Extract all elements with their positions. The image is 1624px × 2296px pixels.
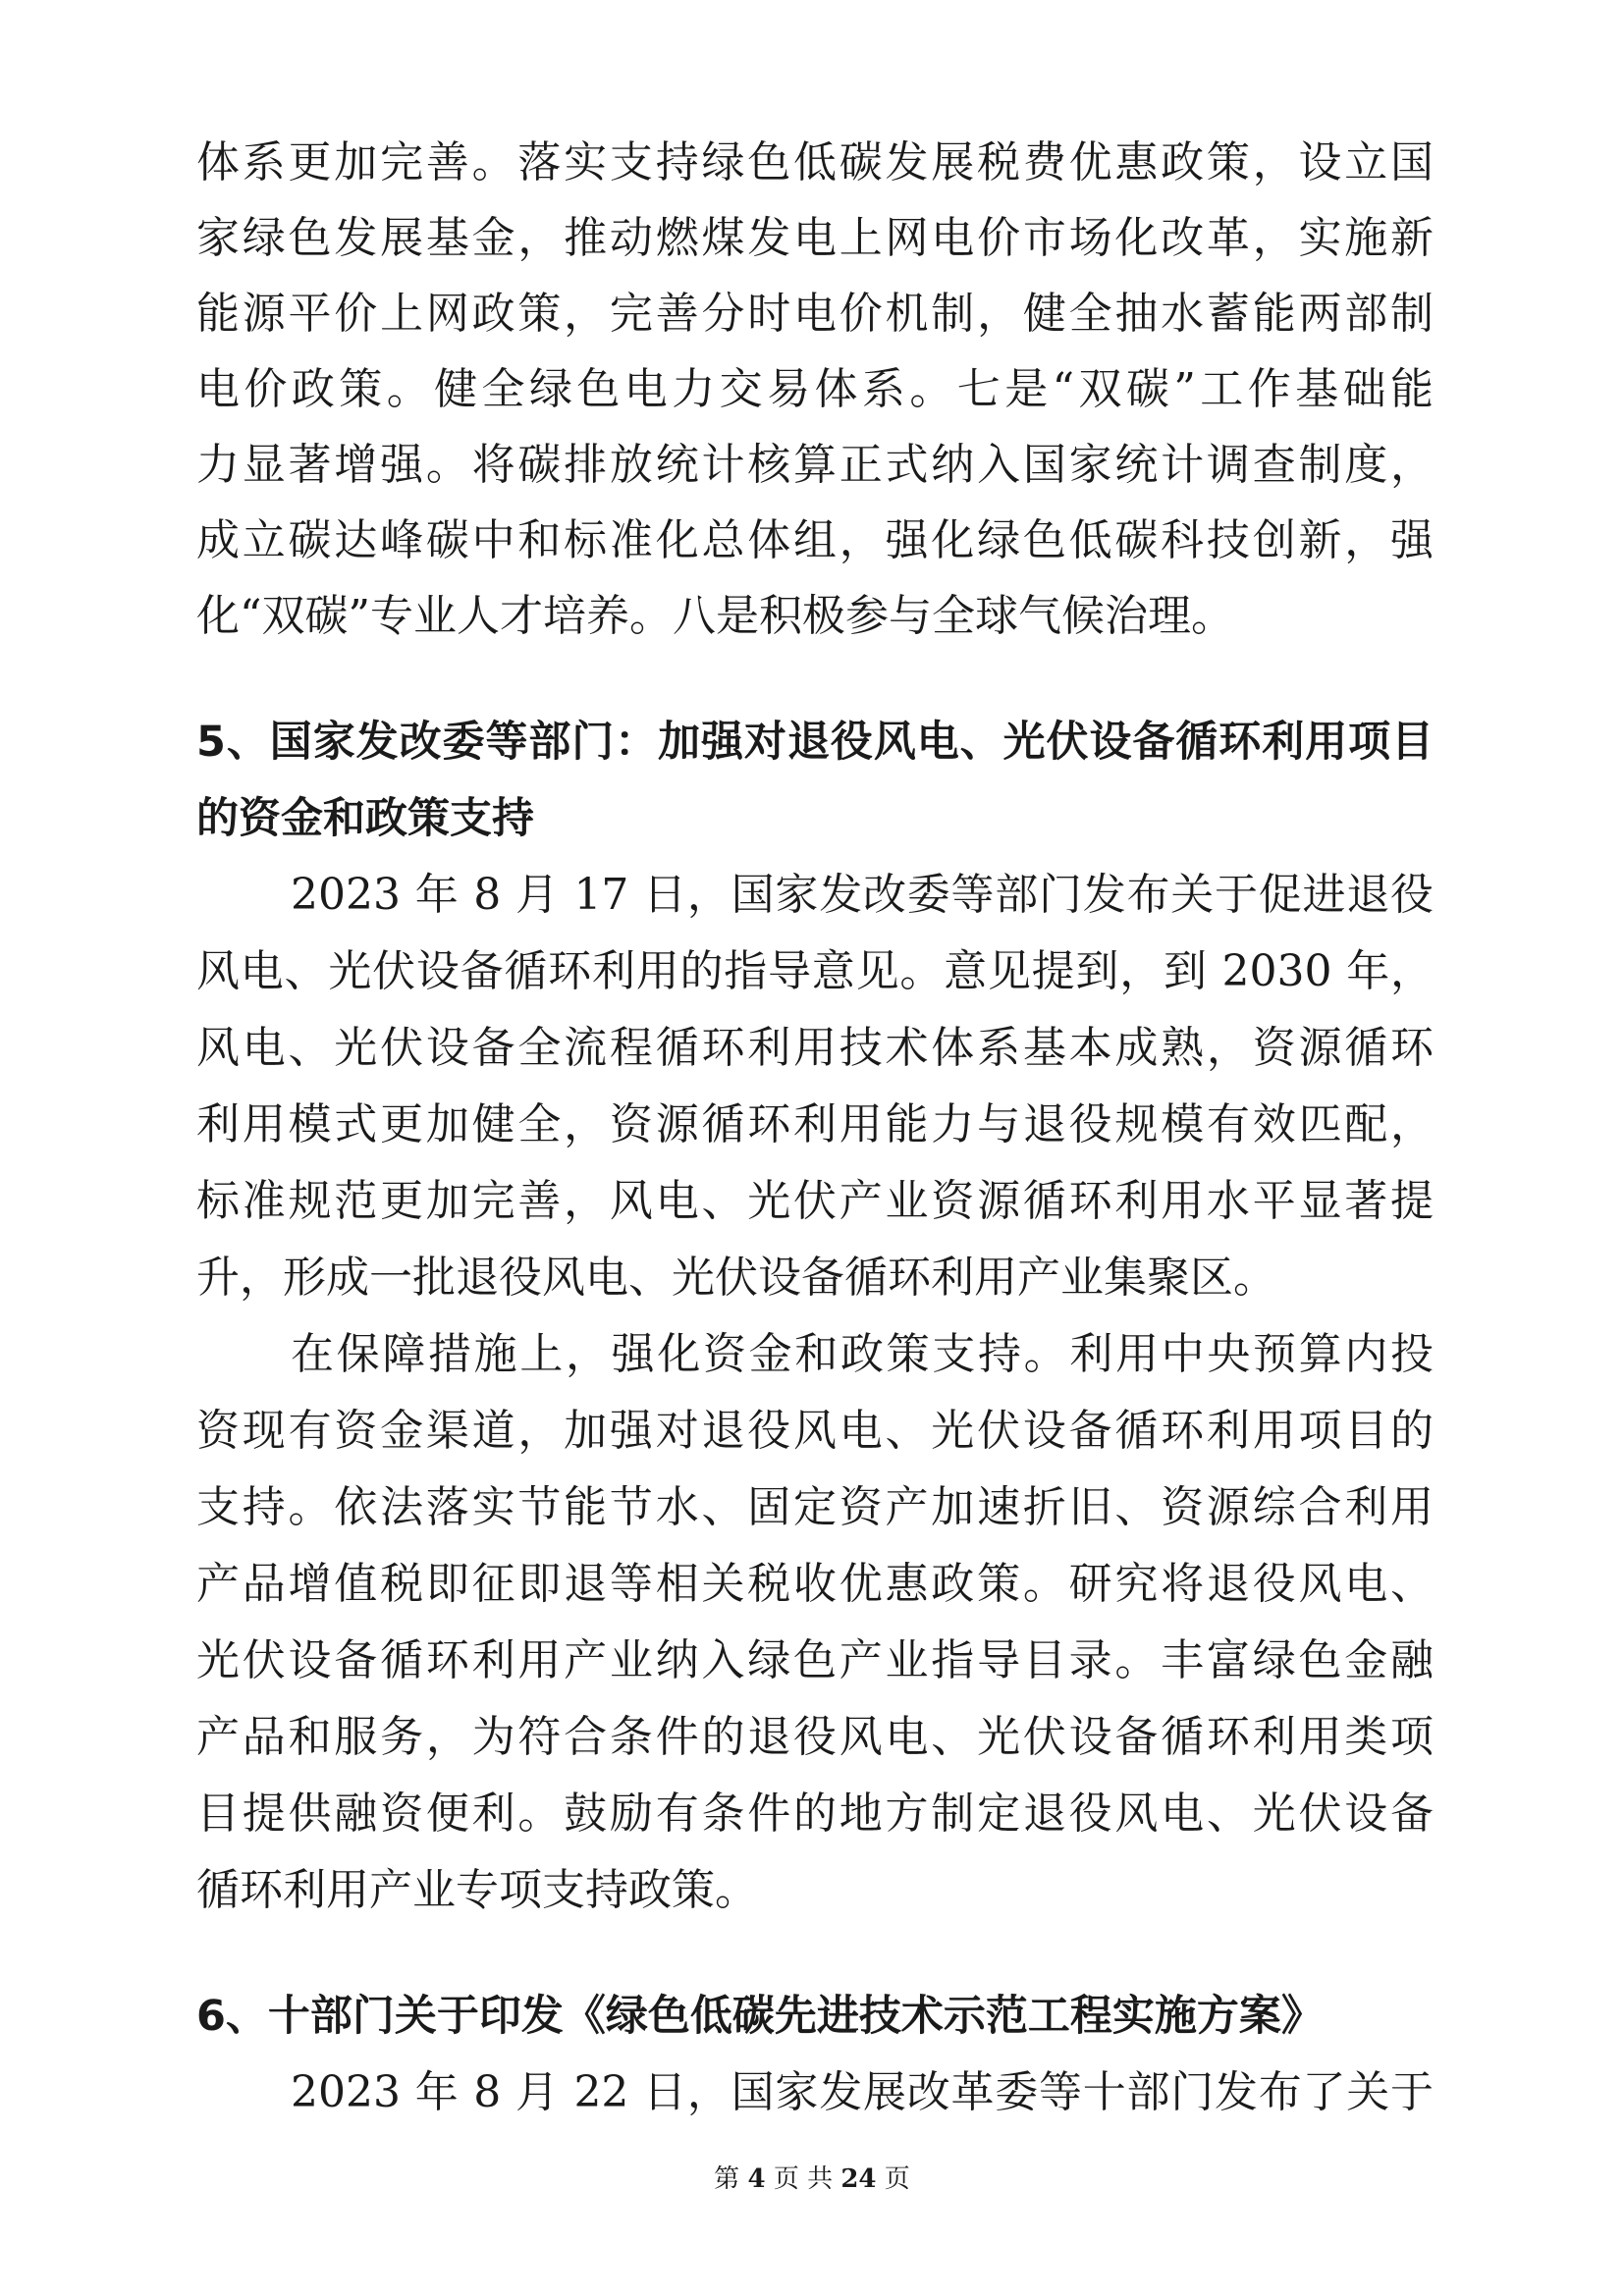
para3-line-4: 产品增值税即征即退等相关税收优惠政策。研究将退役风电、: [196, 1559, 1434, 1609]
section-heading-6: 6、十部门关于印发《绿色低碳先进技术示范工程实施方案》: [196, 1992, 1324, 2041]
para1-line-7: 化“双碳”专业人才培养。八是积极参与全球气候治理。: [196, 591, 1234, 641]
para3-line-6: 产品和服务，为符合条件的退役风电、光伏设备循环利用类项: [196, 1712, 1434, 1762]
section-heading-5-line-1: 5、国家发改委等部门：加强对退役风电、光伏设备循环利用项目: [196, 718, 1434, 767]
para3-line-8: 循环利用产业专项支持政策。: [196, 1865, 758, 1915]
para2-line-2: 风电、光伏设备循环利用的指导意见。意见提到，到 2030 年，: [196, 946, 1434, 996]
footer-middle: 页 共: [773, 2164, 834, 2194]
para1-line-3: 能源平价上网政策，完善分时电价机制，健全抽水蓄能两部制: [196, 289, 1434, 339]
para3-line-1: 在保障措施上，强化资金和政策支持。利用中央预算内投: [291, 1329, 1434, 1379]
section-heading-5-line-2: 的资金和政策支持: [196, 794, 534, 843]
para3-line-3: 支持。依法落实节能节水、固定资产加速折旧、资源综合利用: [196, 1482, 1434, 1532]
para2-line-3: 风电、光伏设备全流程循环利用技术体系基本成熟，资源循环: [196, 1023, 1434, 1073]
para4-line-1: 2023 年 8 月 22 日，国家发展改革委等十部门发布了关于: [291, 2067, 1434, 2117]
para2-line-6: 升，形成一批退役风电、光伏设备循环利用产业集聚区。: [196, 1253, 1276, 1303]
footer-prefix: 第: [714, 2164, 740, 2194]
footer-suffix: 页: [884, 2164, 910, 2194]
footer-page-number: 4: [747, 2164, 766, 2194]
para3-line-7: 目提供融资便利。鼓励有条件的地方制定退役风电、光伏设备: [196, 1789, 1434, 1839]
footer-total-pages: 24: [840, 2164, 877, 2194]
para1-line-6: 成立碳达峰碳中和标准化总体组，强化绿色低碳科技创新，强: [196, 515, 1434, 565]
para3-line-5: 光伏设备循环利用产业纳入绿色产业指导目录。丰富绿色金融: [196, 1635, 1434, 1685]
para2-line-5: 标准规范更加完善，风电、光伏产业资源循环利用水平显著提: [196, 1176, 1434, 1226]
para1-line-4: 电价政策。健全绿色电力交易体系。七是“双碳”工作基础能: [196, 364, 1434, 414]
para2-line-1: 2023 年 8 月 17 日，国家发改委等部门发布关于促进退役: [291, 870, 1434, 920]
para1-line-1: 体系更加完善。落实支持绿色低碳发展税费优惠政策，设立国: [196, 137, 1434, 187]
page-footer: [0, 2160, 1624, 2199]
para2-line-4: 利用模式更加健全，资源循环利用能力与退役规模有效匹配，: [196, 1099, 1434, 1149]
para1-line-2: 家绿色发展基金，推动燃煤发电上网电价市场化改革，实施新: [196, 213, 1434, 263]
para3-line-2: 资现有资金渠道，加强对退役风电、光伏设备循环利用项目的: [196, 1406, 1434, 1456]
para1-line-5: 力显著增强。将碳排放统计核算正式纳入国家统计调查制度，: [196, 440, 1434, 490]
